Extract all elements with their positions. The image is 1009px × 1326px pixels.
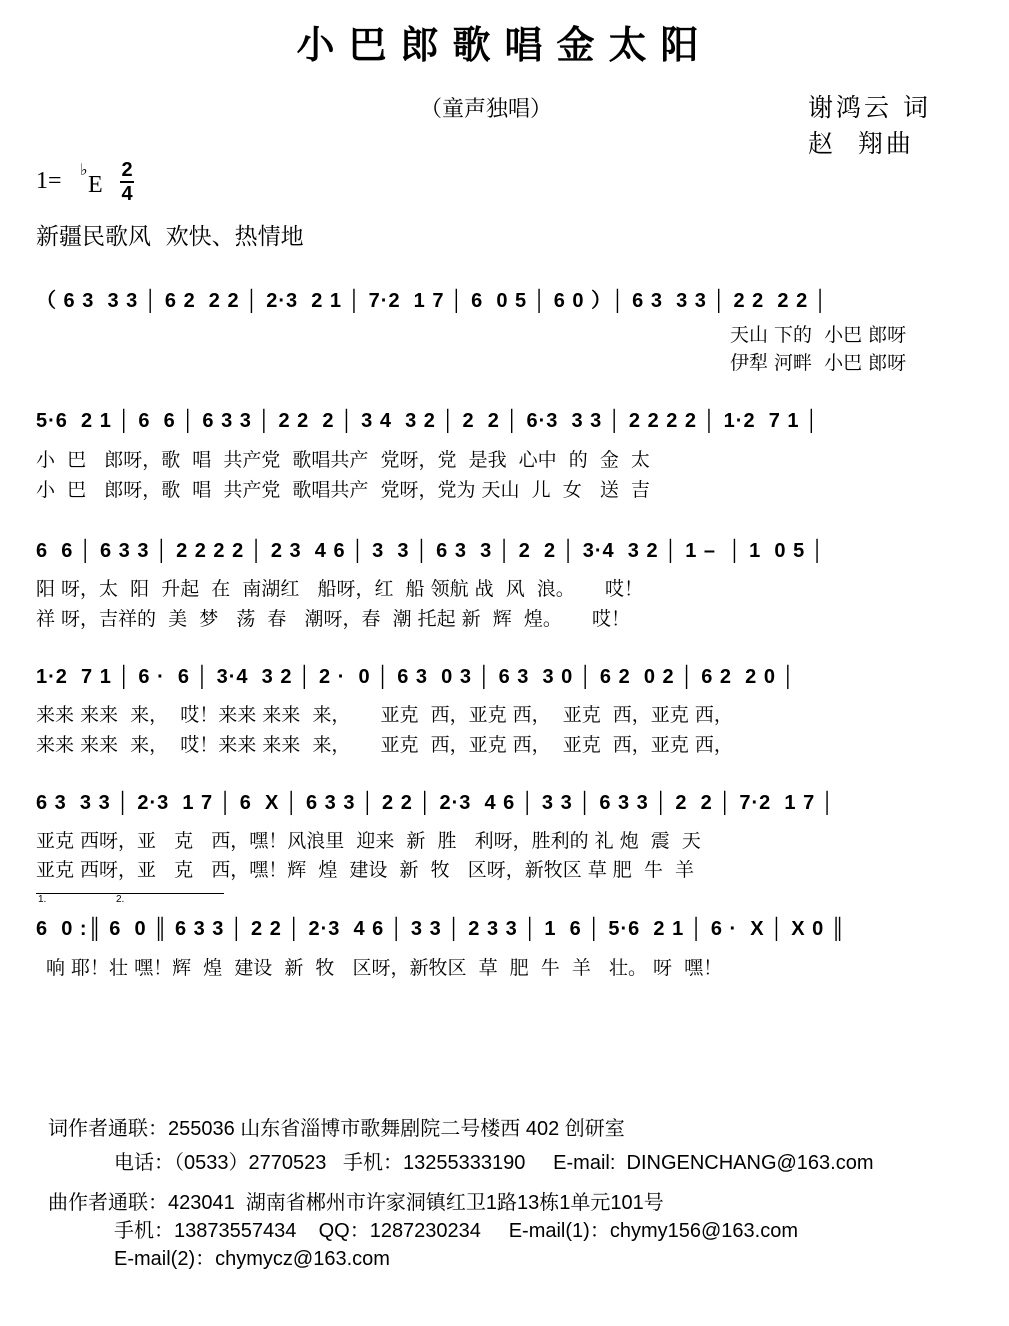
song-title: 小巴郎歌唱金太阳	[296, 22, 713, 67]
lyricist-contact: 词作者通联：255036 山东省淄博市歌舞剧院二号楼西 402 创研室	[48, 1118, 625, 1140]
time-sig-top: 2	[121, 159, 133, 181]
tempo-marking: 新疆民歌风 欢快、热情地	[36, 224, 304, 250]
subtitle: （童声独唱）	[420, 97, 553, 122]
composer-phone: 手机：13873557434 QQ：1287230234 E-mail(1)：chymy156@163.com	[114, 1220, 798, 1242]
notation-line: 5·6 2 1 │ 6 6 │ 6 3 3 │ 2 2 2 │ 3 4 3 2 │ 2 2 │ 6·3 3 3 │ 2 2 2 2 │ 1·2 7 1 │	[36, 410, 820, 432]
lyric-verse-1: 阳 呀，太 阳 升起 在 南湖红 船呀，红 船 领航 战 风 浪。 哎！	[36, 578, 643, 600]
composer-credit: 赵 翔曲	[808, 129, 914, 158]
notation-line: 1·2 7 1 │ 6 · 6 │ 3·4 3 2 │ 2 · 0 │ 6 3 0 3 │ 6 3 3 0 │ 6 2 0 2 │ 6 2 2 0 │	[36, 666, 797, 688]
volta-bracket	[36, 893, 224, 894]
lyricist-phone: 电话：（0533）2770523 手机：13255333190 E-mail: DINGENCHANG@163.com	[114, 1152, 874, 1174]
lyric-verse-2: 伊犁 河畔 小巴 郎呀	[730, 352, 907, 374]
lyric-verse-1: 亚克 西呀，亚 克 西，嘿！风浪里 迎来 新 胜 利呀，胜利的 礼 炮 震 天	[36, 830, 701, 852]
lyric-verse-1: 小 巴 郎呀，歌 唱 共产党 歌唱共产 党呀，党 是我 心中 的 金 太	[36, 449, 650, 471]
notation-line: 6 6 │ 6 3 3 │ 2 2 2 2 │ 2 3 4 6 │ 3 3 │ 6 3 3 │ 2 2 │ 3·4 3 2 │ 1 – │ 1 0 5 │	[36, 540, 826, 562]
flat-sign: ♭	[80, 160, 88, 179]
lyric-verse-1: 响 耶！壮 嘿！辉 煌 建设 新 牧 区呀，新牧区 草 肥 牛 羊 壮。 呀 嘿！	[46, 957, 723, 979]
notation-line: 6 0 :║ 6 0 ║ 6 3 3 │ 2 2 │ 2·3 4 6 │ 3 3 │ 2 3 3 │ 1 6 │ 5·6 2 1 │ 6 · X │ X 0 ║	[36, 918, 846, 940]
volta-1-label: 1.	[38, 894, 47, 905]
volta-2-label: 2.	[116, 894, 125, 905]
time-signature	[120, 160, 134, 204]
notation-line: （ 6 3 3 3 │ 6 2 2 2 │ 2·3 2 1 │ 7·2 1 7 │ 6 0 5 │ 6 0 ）│ 6 3 3 3 │ 2 2 2 2 │	[36, 290, 829, 312]
composer-email-2: E-mail(2)：chymycz@163.com	[114, 1248, 390, 1270]
time-sig-bottom: 4	[121, 183, 133, 205]
lyric-verse-1: 天山 下的 小巴 郎呀	[730, 324, 907, 346]
lyric-verse-1: 来来 来来 来， 哎！来来 来来 来， 亚克 西，亚克 西， 亚克 西，亚克 西，	[36, 704, 733, 726]
key-note: E	[88, 172, 103, 198]
lyric-verse-2: 来来 来来 来， 哎！来来 来来 来， 亚克 西，亚克 西， 亚克 西，亚克 西，	[36, 734, 733, 756]
composer-contact: 曲作者通联：423041 湖南省郴州市许家洞镇红卫1路13栋1单元101号	[48, 1192, 664, 1214]
lyric-verse-2: 亚克 西呀，亚 克 西，嘿！辉 煌 建设 新 牧 区呀，新牧区 草 肥 牛 羊	[36, 859, 694, 881]
notation-line: 6 3 3 3 │ 2·3 1 7 │ 6 X │ 6 3 3 │ 2 2 │ 2·3 4 6 │ 3 3 │ 6 3 3 │ 2 2 │ 7·2 1 7 │	[36, 792, 836, 814]
lyric-verse-2: 小 巴 郎呀，歌 唱 共产党 歌唱共产 党呀，党为 天山 儿 女 送 吉	[36, 479, 650, 501]
key-signature: 1=	[36, 168, 62, 194]
lyric-verse-2: 祥 呀，吉祥的 美 梦 荡 春 潮呀，春 潮 托起 新 辉 煌。 哎！	[36, 608, 631, 630]
lyricist-credit: 谢鸿云 词	[808, 93, 931, 122]
